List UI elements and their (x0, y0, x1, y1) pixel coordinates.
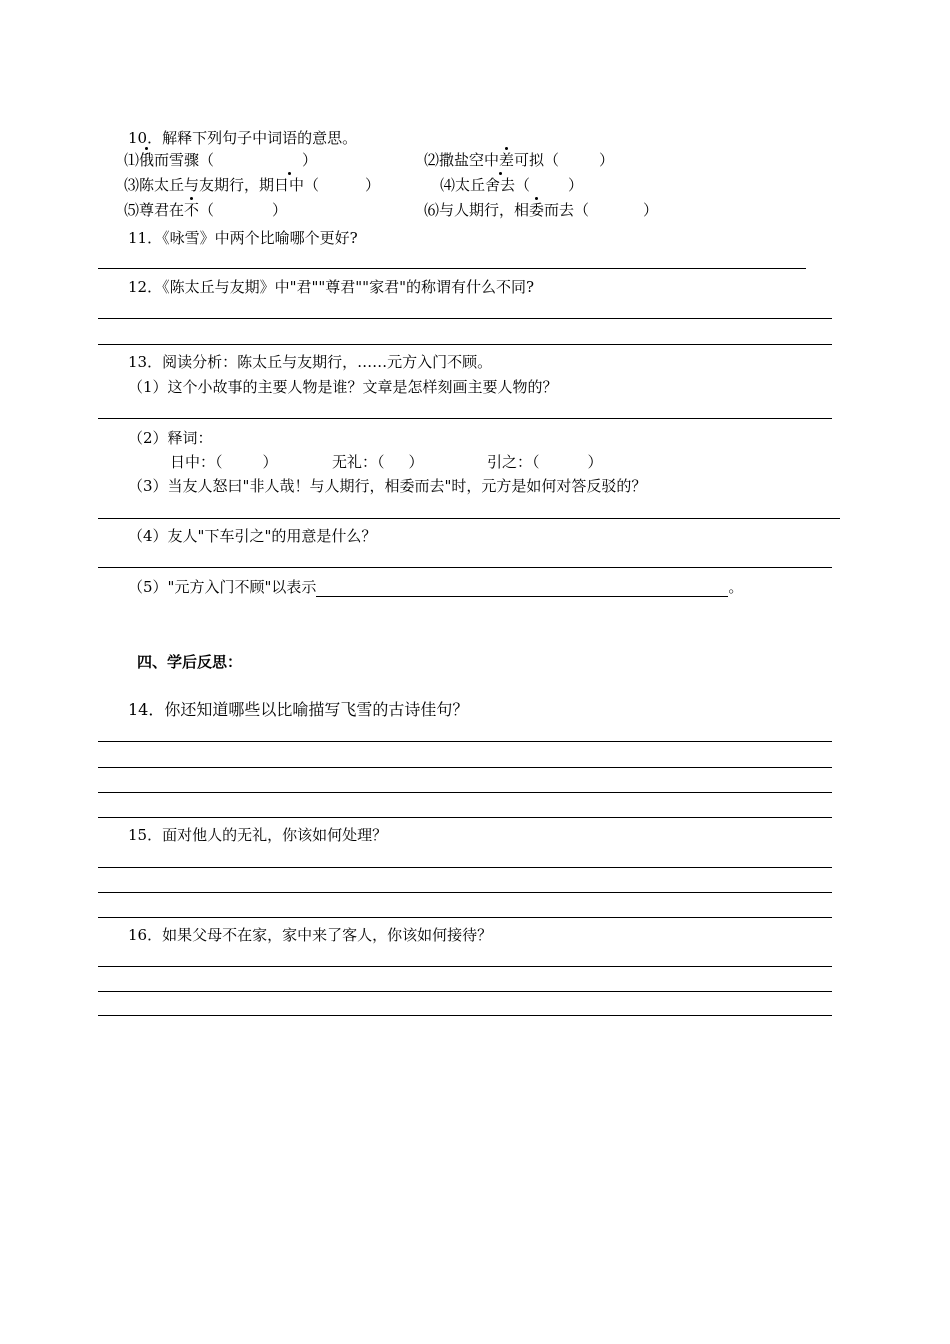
q10-title: 10．解释下列句子中词语的意思。 (128, 129, 358, 147)
q15-question: 15．面对他人的无礼，你该如何处理？ (128, 826, 388, 844)
q12-answer-line-1[interactable] (98, 318, 832, 319)
q10-item-2-text: 可拟（ (514, 151, 560, 169)
q13-word-wuli-close: ） (408, 453, 424, 471)
q11-answer-line[interactable] (98, 268, 806, 269)
q13-word-wuli-label: 无礼：（ (332, 453, 385, 471)
q10-item-5-prefix: ⑸尊君在 (124, 201, 185, 219)
q10-item-1-prefix: ⑴ (124, 151, 140, 169)
q10-item-4 (440, 175, 583, 195)
q13-sub-4-answer-line[interactable] (98, 567, 832, 568)
q13-sub-5-blank[interactable] (316, 581, 728, 597)
q13-sub-5 (128, 577, 743, 597)
q10-item-5-key-word: 不 (184, 201, 200, 219)
q13-sub-3: （3）当友人怒曰"非人哉！与人期行，相委而去"时，元方是如何对答反驳的？ (128, 477, 647, 495)
q13-sub-1: （1）这个小故事的主要人物是谁？文章是怎样刻画主要人物的？ (128, 378, 558, 396)
q10-item-1-close: ） (302, 151, 318, 169)
q14-answer-line-2[interactable] (98, 767, 832, 768)
q12-answer-line-2[interactable] (98, 344, 832, 345)
q10-item-3 (124, 175, 380, 195)
q13-word-yinzhi-close: ） (587, 453, 603, 471)
q10-item-3-prefix: ⑶陈太丘与友期行，期 (124, 176, 275, 194)
q10-item-6-prefix: ⑹与人期行，相 (424, 201, 530, 219)
q10-item-4-close: ） (568, 176, 584, 194)
q10-item-3-close: ） (365, 176, 381, 194)
q10-item-2-key-word: 差 (499, 151, 515, 169)
q13-word-wuli (332, 452, 424, 472)
q13-sub-5-text: （5）"元方入门不顾"以表示 (128, 578, 317, 596)
q10-item-4-key-word: 舍去 (485, 176, 516, 194)
q16-question: 16．如果父母不在家，家中来了客人，你该如何接待？ (128, 926, 493, 944)
q14-question: 14．你还知道哪些以比喻描写飞雪的古诗佳句？ (128, 700, 469, 719)
q10-item-5-text: （ (199, 201, 215, 219)
q16-answer-line-3[interactable] (98, 1015, 832, 1016)
q13-word-yinzhi-label: 引之：（ (487, 453, 540, 471)
q10-item-3-key-word: 日中 (274, 176, 305, 194)
q16-answer-line-2[interactable] (98, 991, 832, 992)
q10-item-1-text: 而雪骤（ (154, 151, 215, 169)
q13-word-yinzhi (487, 452, 603, 472)
q10-item-3-text: （ (304, 176, 320, 194)
q10-item-4-prefix: ⑷太丘 (440, 176, 486, 194)
q16-answer-line-1[interactable] (98, 966, 832, 967)
q15-answer-line-2[interactable] (98, 892, 832, 893)
q13-sub-3-answer-line[interactable] (98, 518, 840, 519)
q10-item-2 (424, 150, 614, 170)
q14-answer-line-1[interactable] (98, 741, 832, 742)
q10-item-6-close: ） (643, 201, 659, 219)
q15-answer-line-3[interactable] (98, 917, 832, 918)
q10-item-6-text: 而去（ (544, 201, 590, 219)
q10-item-1 (124, 150, 317, 170)
q12-question: 12．《陈太丘与友期》中"君""尊君""家君"的称谓有什么不同? (128, 278, 535, 296)
q13-sub-4: （4）友人"下车引之"的用意是什么？ (128, 527, 377, 545)
q10-item-6-key-word: 委 (529, 201, 545, 219)
q13-intro: 13．阅读分析：陈太丘与友期行，……元方入门不顾。 (128, 353, 493, 371)
q14-answer-line-3[interactable] (98, 792, 832, 793)
q15-answer-line-1[interactable] (98, 867, 832, 868)
section-4-heading: 四、学后反思： (137, 653, 243, 671)
q11-question: 11．《咏雪》中两个比喻哪个更好? (128, 229, 358, 247)
q10-item-5-close: ） (272, 201, 288, 219)
q10-item-2-close: ） (599, 151, 615, 169)
q13-sub-2: （2）释词： (128, 429, 213, 447)
q13-word-rizhong-label: 日中：（ (170, 453, 223, 471)
q14-answer-line-4[interactable] (98, 817, 832, 818)
q10-item-4-text: （ (515, 176, 531, 194)
q10-item-5 (124, 200, 287, 220)
q10-item-1-key-word: 俄 (139, 151, 155, 169)
q13-word-rizhong (170, 452, 278, 472)
q10-item-2-prefix: ⑵撒盐空中 (424, 151, 500, 169)
q13-word-rizhong-close: ） (262, 453, 278, 471)
q13-sub-5-period: 。 (728, 578, 744, 596)
q10-item-6 (424, 200, 658, 220)
q13-sub-1-answer-line[interactable] (98, 418, 832, 419)
